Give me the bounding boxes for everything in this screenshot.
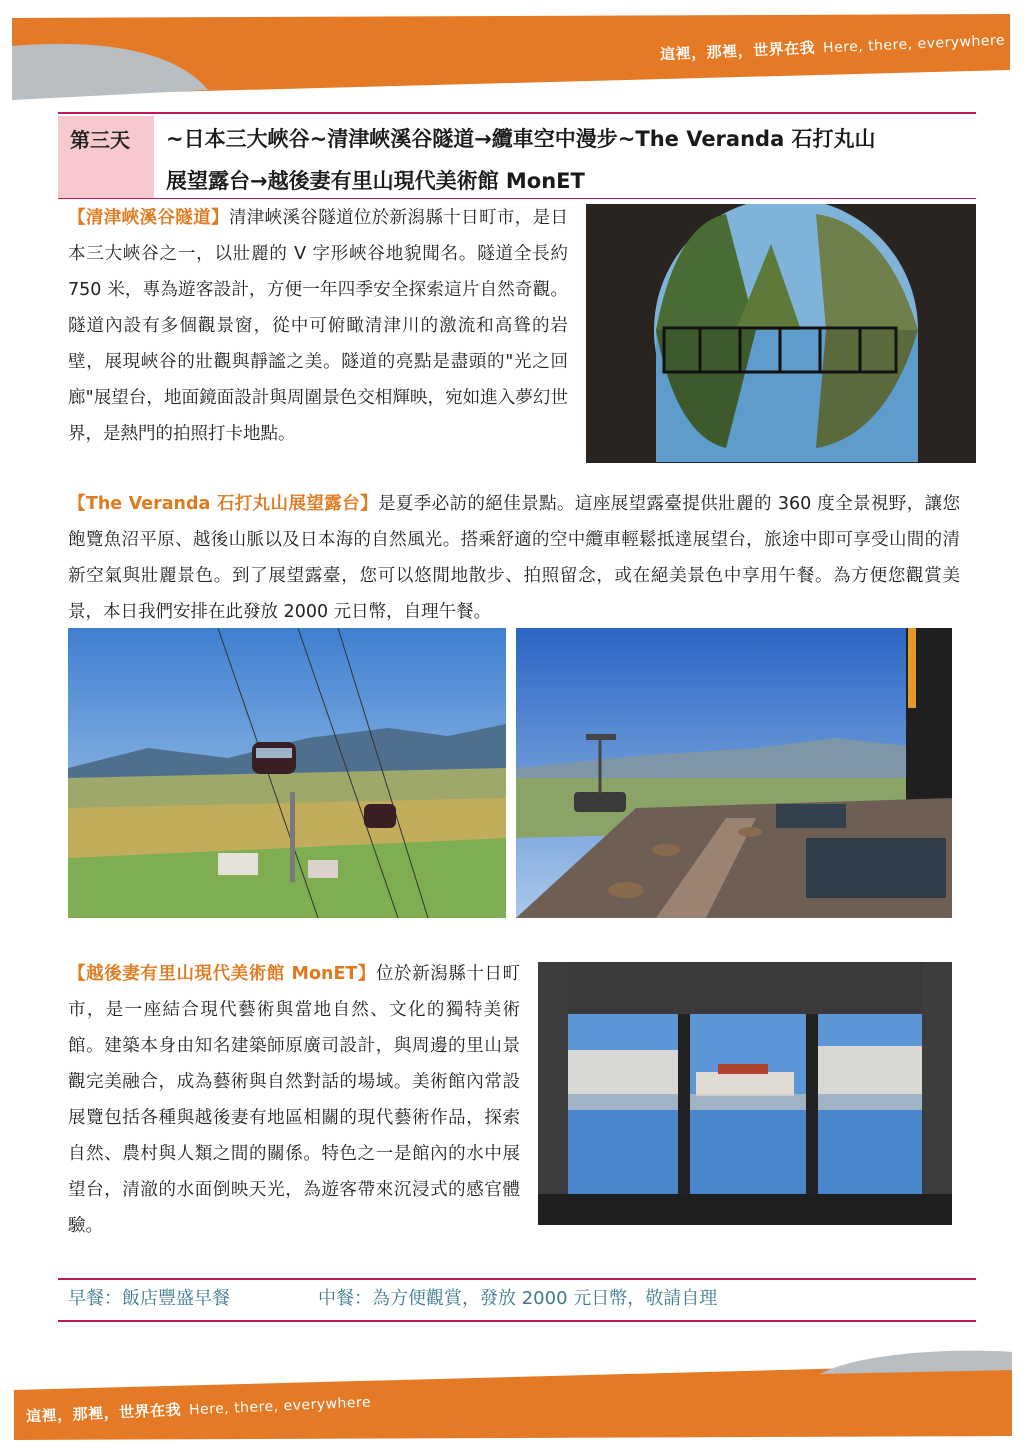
day-label: 第三天 <box>58 116 154 198</box>
top-rule <box>58 112 976 114</box>
title-rule <box>58 198 976 199</box>
section-body: 位於新潟縣十日町市，是一座結合現代藝術與當地自然、文化的獨特美術館。建築本身由知名建築師原廣司設計，與周邊的里山景觀完美融合，成為藝術與自然對話的場域。美術館內常設展覽包括各種與越後妻有地區相關的現代藝術作品，探索自然、農村與人類之間的關係。特色之一是館內的水中展望台，清澈的水面倒映天光，為遊客帶來沉浸式的感官體驗。 <box>68 964 520 1236</box>
section-heading: 【清津峽溪谷隧道】 <box>68 208 229 228</box>
section-heading: 【越後妻有里山現代美術館 MonET】 <box>68 964 376 984</box>
monet-museum-photo <box>538 962 952 1225</box>
lunch-note: 中餐：為方便觀賞，發放 2000 元日幣，敬請自理 <box>318 1288 718 1309</box>
kiyotsu-tunnel-photo <box>586 204 976 463</box>
section-veranda-text <box>68 486 960 630</box>
section-monet-text <box>68 956 520 1244</box>
section-body: 清津峽溪谷隧道位於新潟縣十日町市，是日本三大峽谷之一，以壯麗的 V 字形峽谷地貌聞名。隧道全長約 750 米，專為遊客設計，方便一年四季安全探索這片自然奇觀。隧道內設有多個觀景窗，從中可俯瞰清津川的激流和高聳的岩壁，展現峽谷的壯觀與靜謐之美。隧道的亮點是盡頭的"光之回廊"展望台，地面鏡面設計與周圍景色交相輝映，宛如進入夢幻世界，是熱門的拍照打卡地點。 <box>68 208 569 444</box>
header-banner <box>0 0 1024 110</box>
meal-top-rule <box>58 1278 976 1280</box>
section-kiyotsu-text <box>68 200 568 452</box>
day-title-line2: 展望露台→越後妻有里山現代美術館 MonET <box>166 169 585 193</box>
gondola-photo <box>68 628 506 918</box>
header-slogan: 這裡，那裡，世界在我 Here, there, everywhere <box>659 32 1006 64</box>
day-title-line1: ~日本三大峽谷~清津峽溪谷隧道→纜車空中漫步~The Veranda 石打丸山 <box>166 127 876 151</box>
section-heading: 【The Veranda 石打丸山展望露台】 <box>68 494 378 514</box>
meal-bottom-rule <box>58 1320 976 1322</box>
footer-banner <box>0 1340 1024 1448</box>
breakfast-note: 早餐：飯店豐盛早餐 <box>68 1288 230 1309</box>
section-body: 是夏季必訪的絕佳景點。這座展望露臺提供壯麗的 360 度全景視野，讓您飽覽魚沼平原、越後山脈以及日本海的自然風光。搭乘舒適的空中纜車輕鬆抵達展望台，旅途中即可享受山間的清新空氣與壯麗景色。到了展望露臺，您可以悠閒地散步、拍照留念，或在絕美景色中享用午餐。為方便您觀賞美景，本日我們安排在此發放 2000 元日幣，自理午餐。 <box>68 494 961 622</box>
footer-slogan: 這裡，那裡，世界在我 Here, there, everywhere <box>25 1394 372 1426</box>
day-title <box>166 118 966 202</box>
veranda-deck-photo <box>516 628 952 918</box>
